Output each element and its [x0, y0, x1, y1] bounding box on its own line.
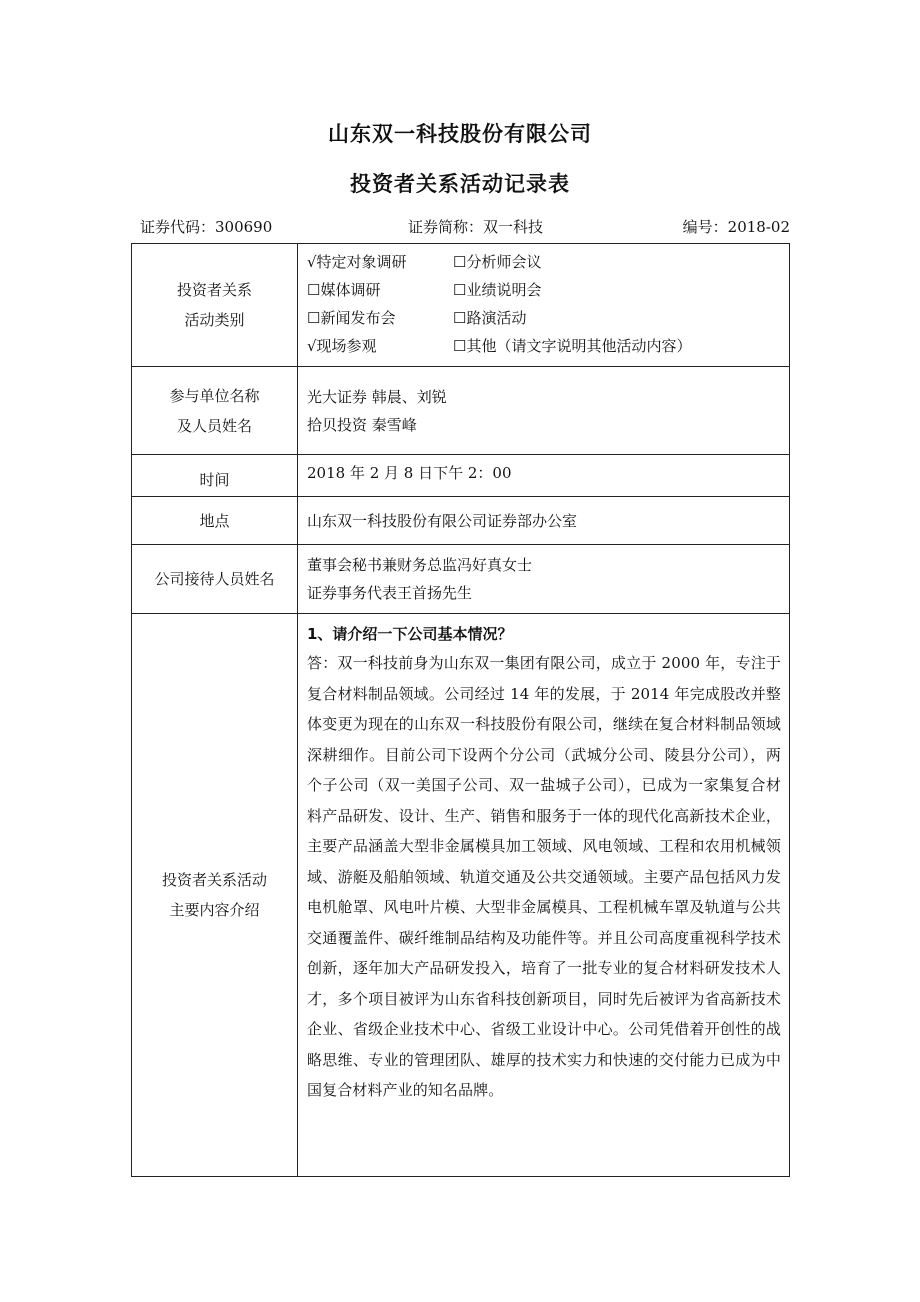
security-short-name: 证券简称：双一科技 — [408, 218, 544, 236]
option-site-visit[interactable]: √现场参观 — [307, 337, 377, 355]
activity-type-options — [298, 244, 790, 367]
company-title: 山东双一科技股份有限公司 — [328, 122, 592, 146]
time-value: 2018 年 2 月 8 日下午 2：00 — [298, 455, 790, 497]
reception-value: 董事会秘书兼财务总监冯好真女士 证券事务代表王首扬先生 — [298, 545, 790, 614]
content-label: 投资者关系活动 主要内容介绍 — [132, 614, 298, 1177]
security-code: 证券代码：300690 — [140, 218, 273, 236]
record-number: 编号：2018-02 — [682, 218, 790, 236]
activity-type-row — [132, 244, 790, 367]
option-press-conference[interactable]: ☐新闻发布会 — [307, 309, 396, 327]
reception-row — [132, 545, 790, 614]
participants-label: 参与单位名称 及人员姓名 — [132, 367, 298, 455]
reception-label: 公司接待人员姓名 — [132, 545, 298, 614]
place-row — [132, 497, 790, 545]
option-other[interactable]: ☐其他（请文字说明其他活动内容） — [453, 337, 692, 355]
form-title: 投资者关系活动记录表 — [350, 172, 570, 196]
participants-row — [132, 367, 790, 455]
content-value — [298, 614, 790, 1177]
record-table — [131, 243, 790, 1177]
question-1: 1、请介绍一下公司基本情况？ — [307, 625, 513, 643]
activity-type-label: 投资者关系 活动类别 — [132, 244, 298, 367]
answer-1: 答：双一科技前身为山东双一集团有限公司，成立于 2000 年，专注于复合材料制品领域。公司经过 14 年的发展，于 2014 年完成股改并整体变更为现在的山东双一科技股份有限公司，继续在复合材料制品领域深耕细作。目前公司下设两个分公司（武城分公司、陵县分公司），两个子公司（双一美国子公司、双一盐城子公司），已成为一家集复合材料产品研发、设计、生产、销售和服务于一体的现代化高新技术企业，主要产品涵盖大型非金属模具加工领域、风电领域、工程和农用机械领域、游艇及船舶领域、轨道交通及公共交通领域。主要产品包括风力发电机舱罩、风电叶片模、大型非金属模具、工程机械车罩及轨道与公共交通覆盖件、碳纤维制品结构及功能件等。并且公司高度重视科学技术创新，逐年加大产品研发投入，培育了一批专业的复合材料研发技术人才，多个项目被评为山东省科技创新项目，同时先后被评为省高新技术企业、省级企业技术中心、省级工业设计中心。公司凭借着开创性的战略思维、专业的管理团队、雄厚的技术实力和快速的交付能力已成为中国复合材料产业的知名品牌。 — [307, 654, 781, 1099]
place-label: 地点 — [132, 497, 298, 545]
time-label: 时间 — [132, 455, 298, 497]
option-analyst-meeting[interactable]: ☐分析师会议 — [453, 253, 542, 271]
option-special-research[interactable]: √特定对象调研 — [307, 253, 407, 271]
option-roadshow[interactable]: ☐路演活动 — [453, 309, 527, 327]
option-media-research[interactable]: ☐媒体调研 — [307, 281, 381, 299]
option-earnings-briefing[interactable]: ☐业绩说明会 — [453, 281, 542, 299]
time-row — [132, 455, 790, 497]
place-value: 山东双一科技股份有限公司证券部办公室 — [298, 497, 790, 545]
content-row — [132, 614, 790, 1177]
participants-value: 光大证券 韩晨、刘锐 拾贝投资 秦雪峰 — [298, 367, 790, 455]
